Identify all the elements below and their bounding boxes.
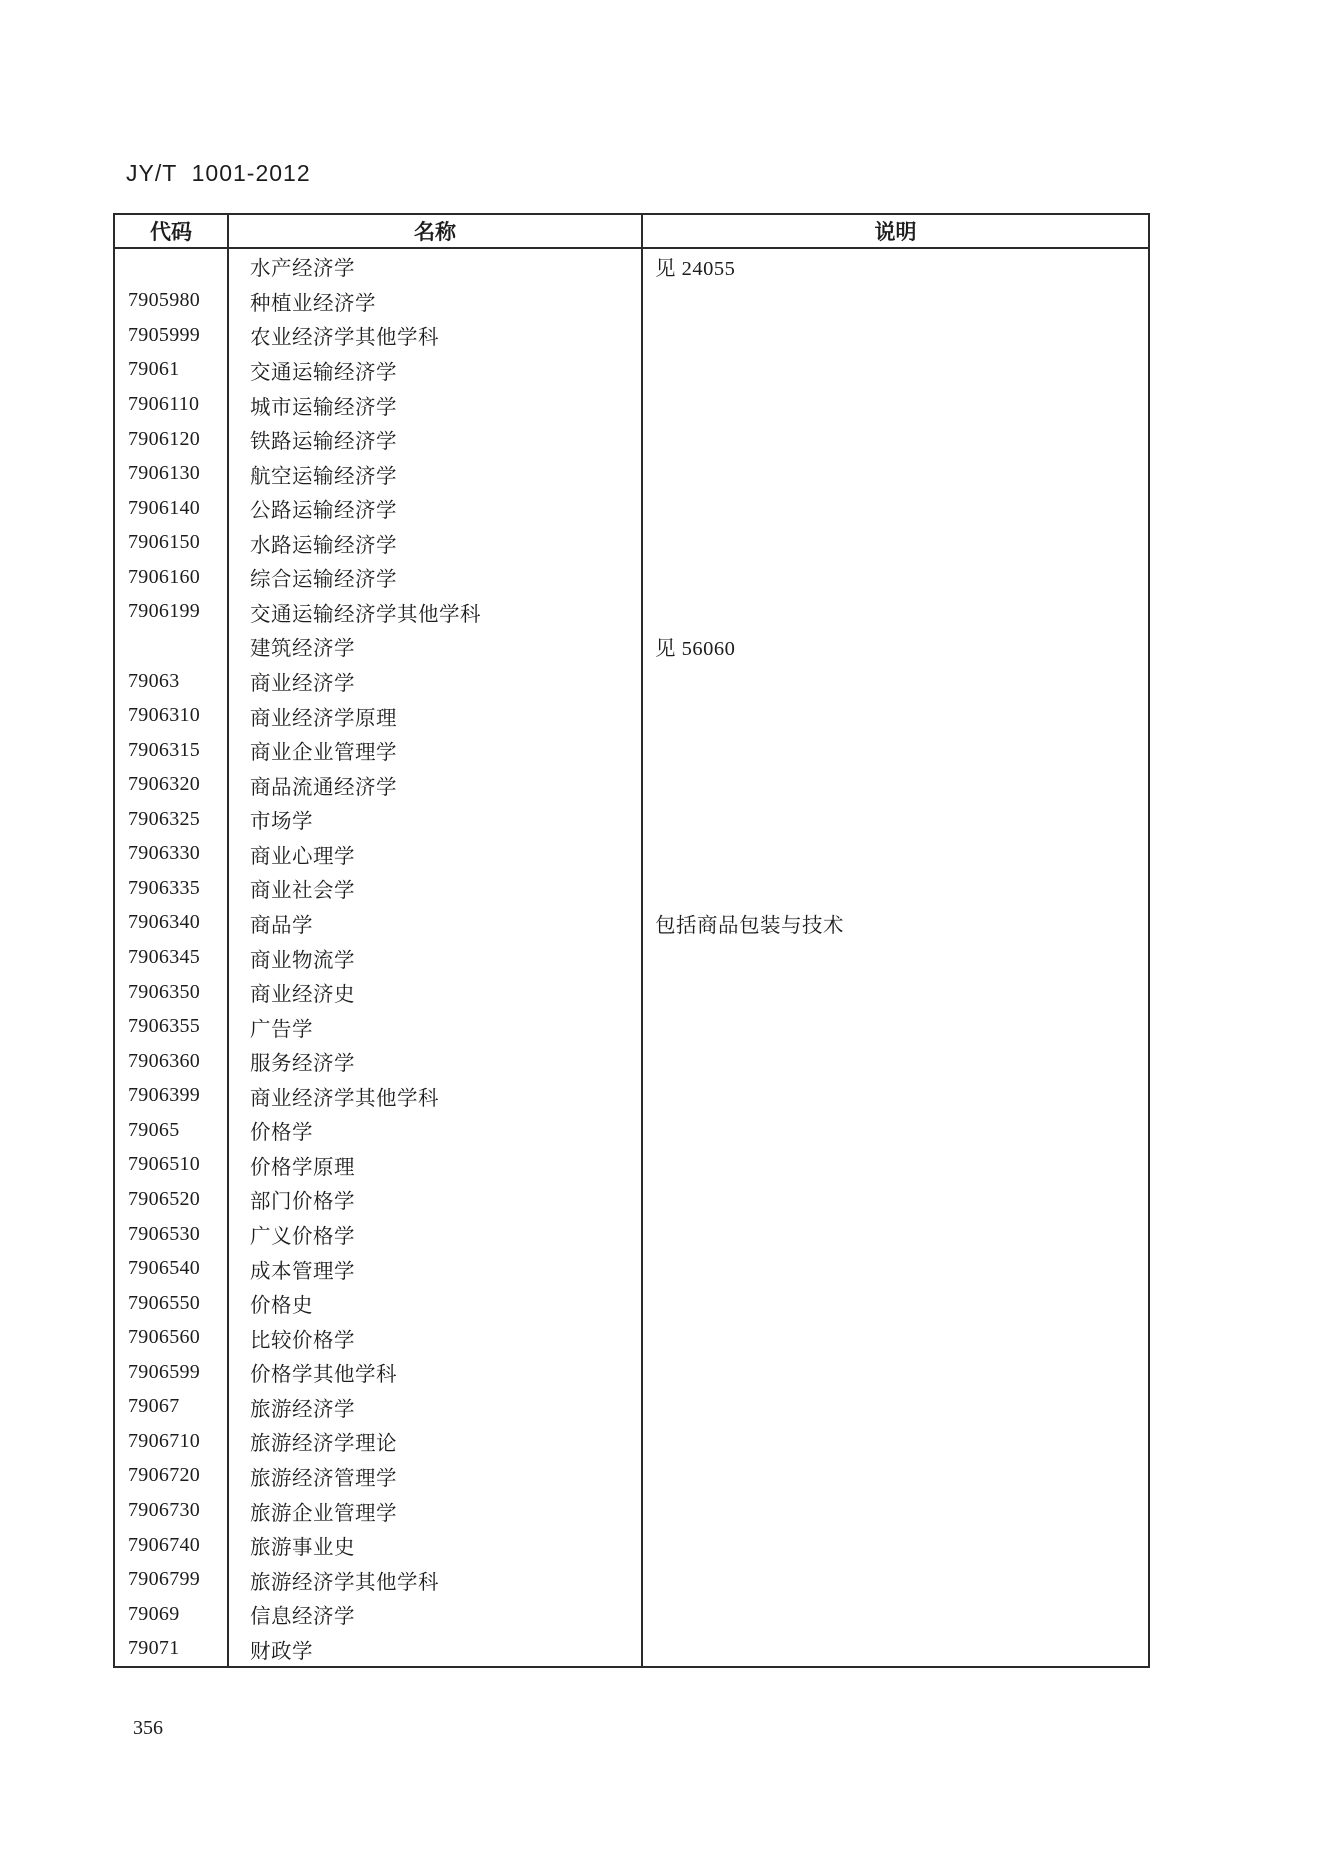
cell-name: 商业社会学	[229, 871, 643, 906]
table-body	[115, 249, 1148, 1666]
table-row	[115, 1632, 1148, 1667]
cell-name: 商业经济史	[229, 975, 643, 1010]
column-header-name: 名称	[229, 215, 643, 247]
table-row	[115, 975, 1148, 1010]
cell-name: 价格史	[229, 1286, 643, 1321]
cell-code: 7905980	[115, 284, 229, 319]
cell-name: 商业经济学其他学科	[229, 1079, 643, 1114]
cell-code: 7906540	[115, 1251, 229, 1286]
cell-name: 旅游经济学其他学科	[229, 1562, 643, 1597]
table-row	[115, 837, 1148, 872]
cell-note	[643, 802, 1148, 837]
table-row	[115, 560, 1148, 595]
cell-note	[643, 940, 1148, 975]
cell-name: 水路运输经济学	[229, 526, 643, 561]
cell-note	[643, 284, 1148, 319]
cell-note	[643, 1217, 1148, 1252]
table-row	[115, 940, 1148, 975]
table-row	[115, 1459, 1148, 1494]
table-row	[115, 767, 1148, 802]
table-row	[115, 526, 1148, 561]
cell-code: 7906510	[115, 1148, 229, 1183]
cell-note	[643, 871, 1148, 906]
cell-note	[643, 1493, 1148, 1528]
table-header-row	[115, 215, 1148, 249]
cell-code: 7906360	[115, 1044, 229, 1079]
cell-note	[643, 1251, 1148, 1286]
cell-note	[643, 975, 1148, 1010]
table-row	[115, 1320, 1148, 1355]
table-row	[115, 249, 1148, 284]
classification-table	[113, 213, 1150, 1668]
cell-name: 商业企业管理学	[229, 733, 643, 768]
cell-code: 7906345	[115, 940, 229, 975]
table-row	[115, 871, 1148, 906]
table-row	[115, 284, 1148, 319]
cell-note	[643, 422, 1148, 457]
cell-note	[643, 837, 1148, 872]
cell-note	[643, 1528, 1148, 1563]
table-row	[115, 1217, 1148, 1252]
cell-name: 商品流通经济学	[229, 767, 643, 802]
cell-name: 价格学其他学科	[229, 1355, 643, 1390]
cell-code: 7906355	[115, 1009, 229, 1044]
cell-code: 7906130	[115, 456, 229, 491]
table-row	[115, 422, 1148, 457]
table-row	[115, 1009, 1148, 1044]
table-row	[115, 387, 1148, 422]
cell-note	[643, 318, 1148, 353]
cell-name: 旅游经济学	[229, 1390, 643, 1425]
cell-note	[643, 1009, 1148, 1044]
cell-code	[115, 629, 229, 664]
cell-name: 公路运输经济学	[229, 491, 643, 526]
table-row	[115, 698, 1148, 733]
cell-note	[643, 1632, 1148, 1667]
cell-code: 7906799	[115, 1562, 229, 1597]
table-row	[115, 1113, 1148, 1148]
cell-name: 航空运输经济学	[229, 456, 643, 491]
cell-name: 价格学原理	[229, 1148, 643, 1183]
cell-name: 旅游企业管理学	[229, 1493, 643, 1528]
cell-code: 7906550	[115, 1286, 229, 1321]
cell-code: 7906315	[115, 733, 229, 768]
cell-note	[643, 353, 1148, 388]
cell-name: 财政学	[229, 1632, 643, 1667]
cell-name: 广告学	[229, 1009, 643, 1044]
table-row	[115, 318, 1148, 353]
table-row	[115, 664, 1148, 699]
cell-code: 7906320	[115, 767, 229, 802]
cell-code: 7906710	[115, 1424, 229, 1459]
standard-code-label: JY/T 1001-2012	[126, 160, 311, 186]
cell-code: 79065	[115, 1113, 229, 1148]
cell-code: 7906140	[115, 491, 229, 526]
table-row	[115, 1148, 1148, 1183]
cell-name: 水产经济学	[229, 249, 643, 284]
cell-note: 见 56060	[655, 638, 736, 661]
cell-note: 包括商品包装与技术	[655, 914, 844, 937]
table-row	[115, 1251, 1148, 1286]
cell-code	[115, 249, 229, 284]
cell-name: 旅游经济学理论	[229, 1424, 643, 1459]
cell-note	[643, 1286, 1148, 1321]
cell-code: 7906740	[115, 1528, 229, 1563]
cell-code: 79067	[115, 1390, 229, 1425]
cell-name: 商业心理学	[229, 837, 643, 872]
table-row	[115, 353, 1148, 388]
cell-note	[643, 1079, 1148, 1114]
cell-note	[643, 733, 1148, 768]
cell-code: 79071	[115, 1632, 229, 1667]
table-row	[115, 456, 1148, 491]
cell-name: 旅游经济管理学	[229, 1459, 643, 1494]
table-row	[115, 491, 1148, 526]
table-row	[115, 1390, 1148, 1425]
cell-name: 种植业经济学	[229, 284, 643, 319]
cell-name: 交通运输经济学	[229, 353, 643, 388]
cell-code: 7906520	[115, 1182, 229, 1217]
cell-name: 商业物流学	[229, 940, 643, 975]
cell-note	[643, 1182, 1148, 1217]
cell-code: 7906150	[115, 526, 229, 561]
cell-code: 7906310	[115, 698, 229, 733]
cell-name: 广义价格学	[229, 1217, 643, 1252]
cell-note	[643, 526, 1148, 561]
cell-code: 7906350	[115, 975, 229, 1010]
cell-code: 7906399	[115, 1079, 229, 1114]
cell-code: 7906120	[115, 422, 229, 457]
cell-name: 商业经济学原理	[229, 698, 643, 733]
cell-note	[643, 1459, 1148, 1494]
cell-name: 综合运输经济学	[229, 560, 643, 595]
cell-code: 79061	[115, 353, 229, 388]
cell-note	[643, 1320, 1148, 1355]
cell-note	[643, 491, 1148, 526]
cell-note	[643, 595, 1148, 630]
cell-code: 7906110	[115, 387, 229, 422]
cell-name: 铁路运输经济学	[229, 422, 643, 457]
cell-note	[643, 767, 1148, 802]
table-row	[115, 802, 1148, 837]
cell-name: 服务经济学	[229, 1044, 643, 1079]
cell-name: 农业经济学其他学科	[229, 318, 643, 353]
table-row	[115, 1528, 1148, 1563]
cell-name: 建筑经济学	[229, 629, 643, 664]
column-header-note: 说明	[874, 220, 917, 244]
cell-name: 商业经济学	[229, 664, 643, 699]
cell-name: 市场学	[229, 802, 643, 837]
cell-note	[643, 1113, 1148, 1148]
cell-name: 交通运输经济学其他学科	[229, 595, 643, 630]
cell-note	[643, 1562, 1148, 1597]
table-row	[115, 906, 1148, 941]
table-row	[115, 1286, 1148, 1321]
table-row	[115, 1044, 1148, 1079]
table-row	[115, 595, 1148, 630]
cell-code: 7906560	[115, 1320, 229, 1355]
table-row	[115, 1424, 1148, 1459]
cell-note	[643, 1390, 1148, 1425]
cell-name: 部门价格学	[229, 1182, 643, 1217]
cell-code: 7906199	[115, 595, 229, 630]
cell-name: 城市运输经济学	[229, 387, 643, 422]
table-row	[115, 629, 1148, 664]
cell-name: 商品学	[229, 906, 643, 941]
cell-code: 7906530	[115, 1217, 229, 1252]
cell-code: 7906599	[115, 1355, 229, 1390]
table-row	[115, 1493, 1148, 1528]
table-row	[115, 1562, 1148, 1597]
cell-code: 7905999	[115, 318, 229, 353]
column-header-code: 代码	[115, 215, 229, 247]
cell-note	[643, 1424, 1148, 1459]
cell-code: 7906160	[115, 560, 229, 595]
cell-code: 7906340	[115, 906, 229, 941]
table-row	[115, 1182, 1148, 1217]
cell-name: 比较价格学	[229, 1320, 643, 1355]
cell-note	[643, 387, 1148, 422]
cell-name: 信息经济学	[229, 1597, 643, 1632]
cell-note	[643, 664, 1148, 699]
cell-note	[643, 1148, 1148, 1183]
cell-code: 79069	[115, 1597, 229, 1632]
cell-note: 见 24055	[655, 258, 736, 281]
cell-code: 7906730	[115, 1493, 229, 1528]
cell-code: 79063	[115, 664, 229, 699]
table-row	[115, 1355, 1148, 1390]
table-row	[115, 1079, 1148, 1114]
cell-note	[643, 560, 1148, 595]
cell-code: 7906335	[115, 871, 229, 906]
cell-code: 7906720	[115, 1459, 229, 1494]
cell-note	[643, 1597, 1148, 1632]
cell-code: 7906325	[115, 802, 229, 837]
cell-name: 价格学	[229, 1113, 643, 1148]
cell-note	[643, 456, 1148, 491]
cell-note	[643, 698, 1148, 733]
table-row	[115, 1597, 1148, 1632]
cell-name: 成本管理学	[229, 1251, 643, 1286]
cell-name: 旅游事业史	[229, 1528, 643, 1563]
cell-note	[643, 1355, 1148, 1390]
cell-code: 7906330	[115, 837, 229, 872]
table-row	[115, 733, 1148, 768]
cell-note	[643, 1044, 1148, 1079]
page-number: 356	[133, 1717, 163, 1739]
